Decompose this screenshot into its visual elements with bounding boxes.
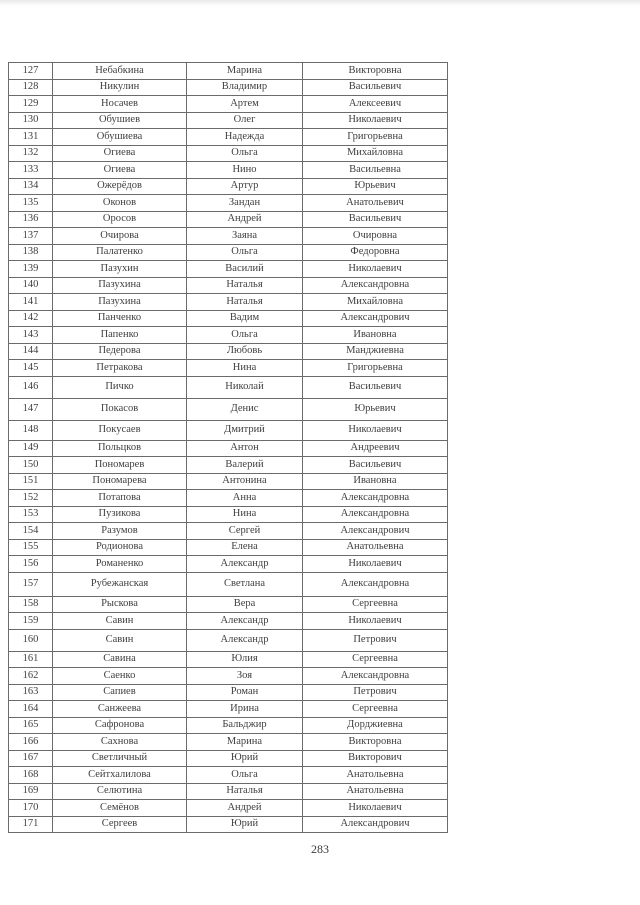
table-row: [9, 310, 448, 327]
first-name-cell: Марина: [187, 63, 303, 80]
last-name-cell: Обушиева: [53, 129, 187, 146]
first-name-cell: Дмитрий: [187, 420, 303, 440]
patronymic-cell: Петрович: [303, 629, 448, 651]
patronymic-cell: Федоровна: [303, 244, 448, 261]
first-name-cell: Олег: [187, 112, 303, 129]
first-name-cell: Александр: [187, 556, 303, 573]
last-name-cell: Рыскова: [53, 596, 187, 613]
patronymic-cell: Александровна: [303, 490, 448, 507]
patronymic-cell: Васильевна: [303, 162, 448, 179]
table-row: [9, 613, 448, 630]
patronymic-cell: Васильевич: [303, 376, 448, 398]
row-number-cell: 154: [9, 523, 53, 540]
row-number-cell: 148: [9, 420, 53, 440]
first-name-cell: Зоя: [187, 668, 303, 685]
first-name-cell: Нина: [187, 506, 303, 523]
first-name-cell: Ольга: [187, 244, 303, 261]
table-row: [9, 572, 448, 596]
patronymic-cell: Алексеевич: [303, 96, 448, 113]
first-name-cell: Заяна: [187, 228, 303, 245]
row-number-cell: 145: [9, 360, 53, 377]
patronymic-cell: Юрьевич: [303, 178, 448, 195]
last-name-cell: Сейтхалилова: [53, 767, 187, 784]
table-row: [9, 523, 448, 540]
patronymic-cell: Ивановна: [303, 327, 448, 344]
row-number-cell: 142: [9, 310, 53, 327]
patronymic-cell: Николаевич: [303, 261, 448, 278]
last-name-cell: Савин: [53, 629, 187, 651]
patronymic-cell: Михайловна: [303, 294, 448, 311]
row-number-cell: 143: [9, 327, 53, 344]
last-name-cell: Пономарева: [53, 473, 187, 490]
table-row: [9, 162, 448, 179]
first-name-cell: Андрей: [187, 800, 303, 817]
row-number-cell: 135: [9, 195, 53, 212]
last-name-cell: Очирова: [53, 228, 187, 245]
row-number-cell: 131: [9, 129, 53, 146]
row-number-cell: 152: [9, 490, 53, 507]
row-number-cell: 158: [9, 596, 53, 613]
patronymic-cell: Андреевич: [303, 440, 448, 457]
table-row: [9, 195, 448, 212]
patronymic-cell: Николаевич: [303, 556, 448, 573]
table-row: [9, 63, 448, 80]
roster-table: [8, 62, 448, 833]
table-row: [9, 376, 448, 398]
last-name-cell: Оросов: [53, 211, 187, 228]
table-row: [9, 539, 448, 556]
patronymic-cell: Александрович: [303, 523, 448, 540]
first-name-cell: Зандан: [187, 195, 303, 212]
table-row: [9, 816, 448, 833]
last-name-cell: Сахнова: [53, 734, 187, 751]
table-row: [9, 490, 448, 507]
row-number-cell: 166: [9, 734, 53, 751]
first-name-cell: Валерий: [187, 457, 303, 474]
table-row: [9, 228, 448, 245]
patronymic-cell: Николаевич: [303, 800, 448, 817]
row-number-cell: 149: [9, 440, 53, 457]
last-name-cell: Савина: [53, 651, 187, 668]
first-name-cell: Анна: [187, 490, 303, 507]
first-name-cell: Ольга: [187, 327, 303, 344]
table-row: [9, 457, 448, 474]
last-name-cell: Родионова: [53, 539, 187, 556]
row-number-cell: 170: [9, 800, 53, 817]
first-name-cell: Бальджир: [187, 717, 303, 734]
last-name-cell: Рубежанская: [53, 572, 187, 596]
first-name-cell: Роман: [187, 684, 303, 701]
first-name-cell: Артем: [187, 96, 303, 113]
row-number-cell: 134: [9, 178, 53, 195]
first-name-cell: Юрий: [187, 750, 303, 767]
first-name-cell: Антон: [187, 440, 303, 457]
row-number-cell: 165: [9, 717, 53, 734]
row-number-cell: 161: [9, 651, 53, 668]
table-row: [9, 717, 448, 734]
patronymic-cell: Сергеевна: [303, 596, 448, 613]
patronymic-cell: Александровна: [303, 506, 448, 523]
row-number-cell: 164: [9, 701, 53, 718]
last-name-cell: Разумов: [53, 523, 187, 540]
patronymic-cell: Анатольевна: [303, 767, 448, 784]
patronymic-cell: Александрович: [303, 310, 448, 327]
table-row: [9, 112, 448, 129]
row-number-cell: 129: [9, 96, 53, 113]
patronymic-cell: Ивановна: [303, 473, 448, 490]
last-name-cell: Оконов: [53, 195, 187, 212]
table-row: [9, 277, 448, 294]
patronymic-cell: Анатольевич: [303, 195, 448, 212]
first-name-cell: Нино: [187, 162, 303, 179]
last-name-cell: Палатенко: [53, 244, 187, 261]
table-row: [9, 506, 448, 523]
last-name-cell: Пазухин: [53, 261, 187, 278]
first-name-cell: Сергей: [187, 523, 303, 540]
patronymic-cell: Викторовна: [303, 63, 448, 80]
table-row: [9, 96, 448, 113]
first-name-cell: Александр: [187, 629, 303, 651]
patronymic-cell: Михайловна: [303, 145, 448, 162]
first-name-cell: Владимир: [187, 79, 303, 96]
row-number-cell: 130: [9, 112, 53, 129]
last-name-cell: Савин: [53, 613, 187, 630]
last-name-cell: Пономарев: [53, 457, 187, 474]
row-number-cell: 146: [9, 376, 53, 398]
table-row: [9, 244, 448, 261]
last-name-cell: Пузикова: [53, 506, 187, 523]
table-row: [9, 360, 448, 377]
patronymic-cell: Сергеевна: [303, 701, 448, 718]
table-row: [9, 178, 448, 195]
last-name-cell: Носачев: [53, 96, 187, 113]
table-row: [9, 327, 448, 344]
first-name-cell: Ольга: [187, 145, 303, 162]
last-name-cell: Огиева: [53, 145, 187, 162]
first-name-cell: Вера: [187, 596, 303, 613]
row-number-cell: 156: [9, 556, 53, 573]
table-row: [9, 343, 448, 360]
row-number-cell: 168: [9, 767, 53, 784]
first-name-cell: Артур: [187, 178, 303, 195]
row-number-cell: 155: [9, 539, 53, 556]
table-row: [9, 596, 448, 613]
first-name-cell: Вадим: [187, 310, 303, 327]
page-number: 283: [311, 842, 329, 856]
row-number-cell: 171: [9, 816, 53, 833]
last-name-cell: Петракова: [53, 360, 187, 377]
last-name-cell: Покусаев: [53, 420, 187, 440]
last-name-cell: Никулин: [53, 79, 187, 96]
first-name-cell: Наталья: [187, 783, 303, 800]
row-number-cell: 127: [9, 63, 53, 80]
last-name-cell: Семёнов: [53, 800, 187, 817]
row-number-cell: 147: [9, 398, 53, 420]
table-row: [9, 800, 448, 817]
last-name-cell: Сапиев: [53, 684, 187, 701]
row-number-cell: 151: [9, 473, 53, 490]
first-name-cell: Наталья: [187, 277, 303, 294]
row-number-cell: 144: [9, 343, 53, 360]
patronymic-cell: Николаевич: [303, 613, 448, 630]
last-name-cell: Ожерёдов: [53, 178, 187, 195]
patronymic-cell: Григорьевна: [303, 360, 448, 377]
patronymic-cell: Анатольевна: [303, 539, 448, 556]
first-name-cell: Антонина: [187, 473, 303, 490]
patronymic-cell: Очировна: [303, 228, 448, 245]
patronymic-cell: Николаевич: [303, 112, 448, 129]
roster-table-body: [9, 63, 448, 833]
row-number-cell: 141: [9, 294, 53, 311]
patronymic-cell: Александровна: [303, 277, 448, 294]
patronymic-cell: Александровна: [303, 572, 448, 596]
last-name-cell: Огиева: [53, 162, 187, 179]
first-name-cell: Марина: [187, 734, 303, 751]
row-number-cell: 128: [9, 79, 53, 96]
last-name-cell: Светличный: [53, 750, 187, 767]
first-name-cell: Александр: [187, 613, 303, 630]
patronymic-cell: Викторович: [303, 750, 448, 767]
last-name-cell: Пазухина: [53, 294, 187, 311]
first-name-cell: Николай: [187, 376, 303, 398]
patronymic-cell: Викторовна: [303, 734, 448, 751]
row-number-cell: 169: [9, 783, 53, 800]
table-row: [9, 398, 448, 420]
row-number-cell: 138: [9, 244, 53, 261]
patronymic-cell: Сергеевна: [303, 651, 448, 668]
last-name-cell: Пичко: [53, 376, 187, 398]
patronymic-cell: Анатольевна: [303, 783, 448, 800]
first-name-cell: Ольга: [187, 767, 303, 784]
table-row: [9, 750, 448, 767]
patronymic-cell: Васильевич: [303, 457, 448, 474]
first-name-cell: Надежда: [187, 129, 303, 146]
last-name-cell: Саенко: [53, 668, 187, 685]
last-name-cell: Потапова: [53, 490, 187, 507]
row-number-cell: 160: [9, 629, 53, 651]
last-name-cell: Панченко: [53, 310, 187, 327]
last-name-cell: Покасов: [53, 398, 187, 420]
first-name-cell: Наталья: [187, 294, 303, 311]
patronymic-cell: Николаевич: [303, 420, 448, 440]
last-name-cell: Папенко: [53, 327, 187, 344]
table-row: [9, 473, 448, 490]
last-name-cell: Санжеева: [53, 701, 187, 718]
row-number-cell: 153: [9, 506, 53, 523]
table-row: [9, 211, 448, 228]
table-row: [9, 79, 448, 96]
first-name-cell: Ирина: [187, 701, 303, 718]
row-number-cell: 163: [9, 684, 53, 701]
patronymic-cell: Александрович: [303, 816, 448, 833]
row-number-cell: 150: [9, 457, 53, 474]
last-name-cell: Пазухина: [53, 277, 187, 294]
first-name-cell: Юрий: [187, 816, 303, 833]
first-name-cell: Юлия: [187, 651, 303, 668]
last-name-cell: Романенко: [53, 556, 187, 573]
row-number-cell: 137: [9, 228, 53, 245]
first-name-cell: Светлана: [187, 572, 303, 596]
row-number-cell: 136: [9, 211, 53, 228]
patronymic-cell: Александровна: [303, 668, 448, 685]
last-name-cell: Обушиев: [53, 112, 187, 129]
patronymic-cell: Васильевич: [303, 79, 448, 96]
patronymic-cell: Юрьевич: [303, 398, 448, 420]
first-name-cell: Нина: [187, 360, 303, 377]
first-name-cell: Елена: [187, 539, 303, 556]
table-row: [9, 129, 448, 146]
table-row: [9, 684, 448, 701]
row-number-cell: 157: [9, 572, 53, 596]
row-number-cell: 162: [9, 668, 53, 685]
row-number-cell: 139: [9, 261, 53, 278]
patronymic-cell: Дорджиевна: [303, 717, 448, 734]
last-name-cell: Польцков: [53, 440, 187, 457]
last-name-cell: Сафронова: [53, 717, 187, 734]
patronymic-cell: Григорьевна: [303, 129, 448, 146]
table-row: [9, 629, 448, 651]
last-name-cell: Небабкина: [53, 63, 187, 80]
first-name-cell: Василий: [187, 261, 303, 278]
last-name-cell: Селютина: [53, 783, 187, 800]
patronymic-cell: Петрович: [303, 684, 448, 701]
row-number-cell: 132: [9, 145, 53, 162]
patronymic-cell: Васильевич: [303, 211, 448, 228]
table-row: [9, 701, 448, 718]
table-row: [9, 767, 448, 784]
row-number-cell: 133: [9, 162, 53, 179]
table-row: [9, 261, 448, 278]
last-name-cell: Сергеев: [53, 816, 187, 833]
table-row: [9, 651, 448, 668]
row-number-cell: 167: [9, 750, 53, 767]
table-row: [9, 783, 448, 800]
row-number-cell: 140: [9, 277, 53, 294]
table-row: [9, 145, 448, 162]
scan-edge-shadow: [0, 0, 640, 6]
table-row: [9, 734, 448, 751]
first-name-cell: Денис: [187, 398, 303, 420]
table-row: [9, 294, 448, 311]
table-row: [9, 440, 448, 457]
table-row: [9, 556, 448, 573]
table-row: [9, 668, 448, 685]
first-name-cell: Андрей: [187, 211, 303, 228]
first-name-cell: Любовь: [187, 343, 303, 360]
patronymic-cell: Манджиевна: [303, 343, 448, 360]
last-name-cell: Педерова: [53, 343, 187, 360]
table-row: [9, 420, 448, 440]
row-number-cell: 159: [9, 613, 53, 630]
